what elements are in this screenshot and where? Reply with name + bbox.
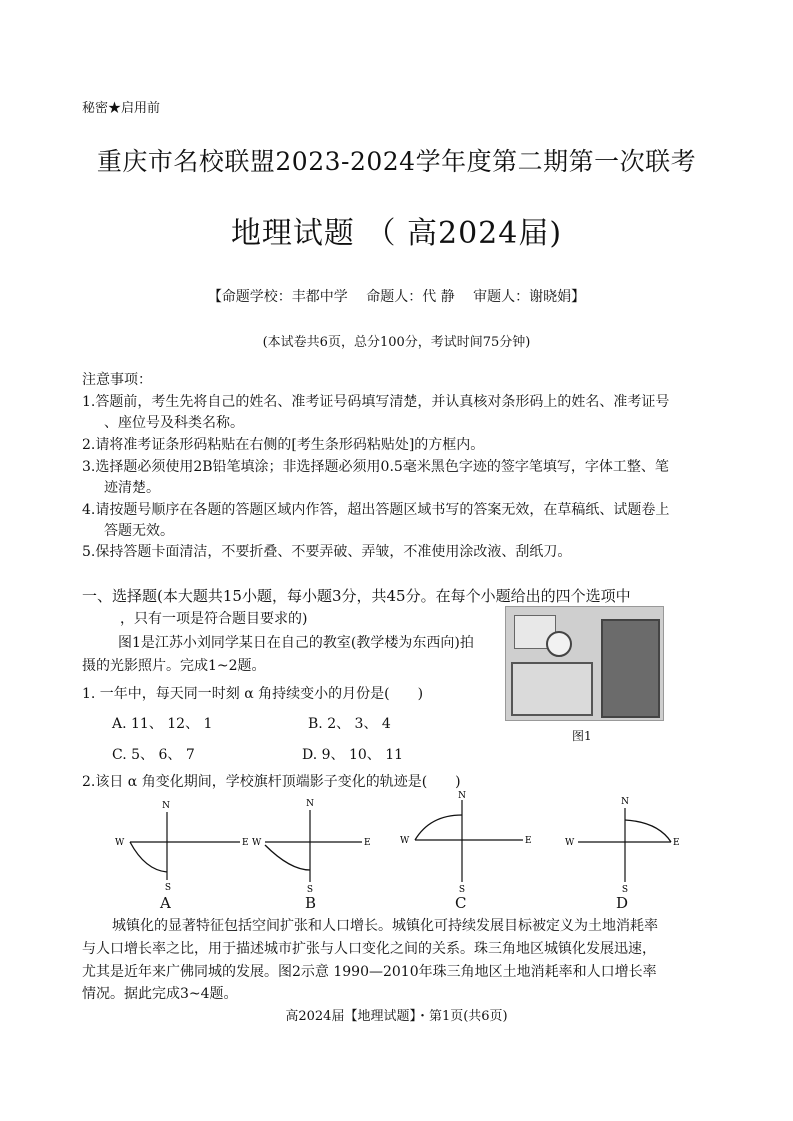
note-item-1: 1.答题前，考生先将自己的姓名、准考证号码填写清楚，并认真核对条形码上的姓名、准考证号 [82,394,670,410]
diagram-c [395,790,540,900]
q1-option-a: A. 11、 12、 1 [112,716,213,732]
exam-subtitle: 地理试题 （ 高2024届) [230,216,563,251]
note-item-1-cont: 、座位号及科类名称。 [104,415,244,431]
passage-line-4: 情况。据此完成3~4题。 [82,986,238,1002]
diagram-c-w: W [400,836,410,846]
note-item-4-cont: 答题无效。 [104,523,174,539]
page-footer: 高2024届【地理试题】・第1页(共6页) [285,1009,508,1024]
q1-option-b: B. 2、 3、 4 [308,716,391,732]
note-item-4: 4.请按题号顺序在各题的答题区域内作答，超出答题区域书写的答案无效，在草稿纸、试题卷上 [82,502,670,518]
authors-line: 【命题学校：丰都中学 命题人：代 静 审题人：谢晓娟】 [207,289,586,305]
diagram-a-e: E [242,838,249,848]
diagram-d-e: E [673,838,680,848]
diagram-c-s: S [458,885,466,895]
q1-option-c: C. 5、 6、 7 [112,747,195,763]
note-item-2: 2.请将准考证条形码粘贴在右侧的[考生条形码粘贴处]的方框内。 [82,437,485,453]
diagram-a-w: W [115,838,125,848]
secret-label: 秘密★启用前 [82,101,161,116]
passage-line-2: 与人口增长率之比，用于描述城市扩张与人口变化之间的关系。珠三角地区城镇化发展迅速， [82,941,656,957]
question-2-stem: 2.该日 α 角变化期间，学校旗杆顶端影子变化的轨迹是( ) [82,774,461,790]
figure-1-photo [505,606,664,721]
note-item-3-cont: 迹清楚。 [104,480,160,496]
notes-heading: 注意事项： [82,372,152,388]
section-heading-cont: ，只有一项是符合题目要求的) [120,611,308,627]
diagram-c-letter: C [455,894,467,912]
q1-option-d: D. 9、 10、 11 [302,747,404,763]
section-heading: 一、选择题(本大题共15小题，每小题3分，共45分。在每个小题给出的四个选项中 [82,587,631,605]
diagram-c-n: N [458,791,466,801]
diagram-d-s: S [621,885,629,895]
note-item-5: 5.保持答题卡面清洁，不要折叠、不要弄破、弄皱，不准使用涂改液、刮纸刀。 [82,544,572,560]
diagram-a-letter: A [160,894,171,912]
intro-line-1: 图1是江苏小刘同学某日在自己的教室(教学楼为东西向)拍 [118,635,474,651]
diagram-d-letter: D [616,894,629,912]
diagram-d-w: W [565,838,575,848]
diagram-c-e: E [525,836,532,846]
figure-1-caption: 图1 [572,729,592,743]
intro-line-2: 摄的光影照片。完成1~2题。 [82,658,266,674]
exam-info: (本试卷共6页，总分100分，考试时间75分钟) [262,335,531,350]
diagram-b-n: N [306,799,314,809]
diagram-b-e: E [364,838,371,848]
diagram-b-w: W [252,838,262,848]
diagram-d-n: N [621,797,629,807]
passage-line-1: 城镇化的显著特征包括空间扩张和人口增长。城镇化可持续发展目标被定义为土地消耗率 [112,918,658,934]
note-item-3: 3.选择题必须使用2B铅笔填涂；非选择题必须用0.5毫米黑色字迹的签字笔填写，字体工整、笔 [82,459,669,475]
blackboard [601,619,660,718]
clock-icon [546,631,572,657]
exam-title: 重庆市名校联盟2023-2024学年度第二期第一次联考 [96,147,697,176]
diagram-b-s: S [306,885,314,895]
diagram-b [250,790,380,900]
question-1-stem: 1. 一年中，每天同一时刻 α 角持续变小的月份是( ) [82,686,424,702]
diagram-d [563,790,693,900]
diagram-b-letter: B [305,894,317,912]
diagram-a [110,790,250,900]
passage-line-3: 尤其是近年来广佛同城的发展。图2示意 1990—2010年珠三角地区土地消耗率和人口增长率 [82,964,657,980]
diagram-a-s: S [164,883,172,893]
window-shadow [511,662,593,716]
diagram-a-n: N [162,801,170,811]
